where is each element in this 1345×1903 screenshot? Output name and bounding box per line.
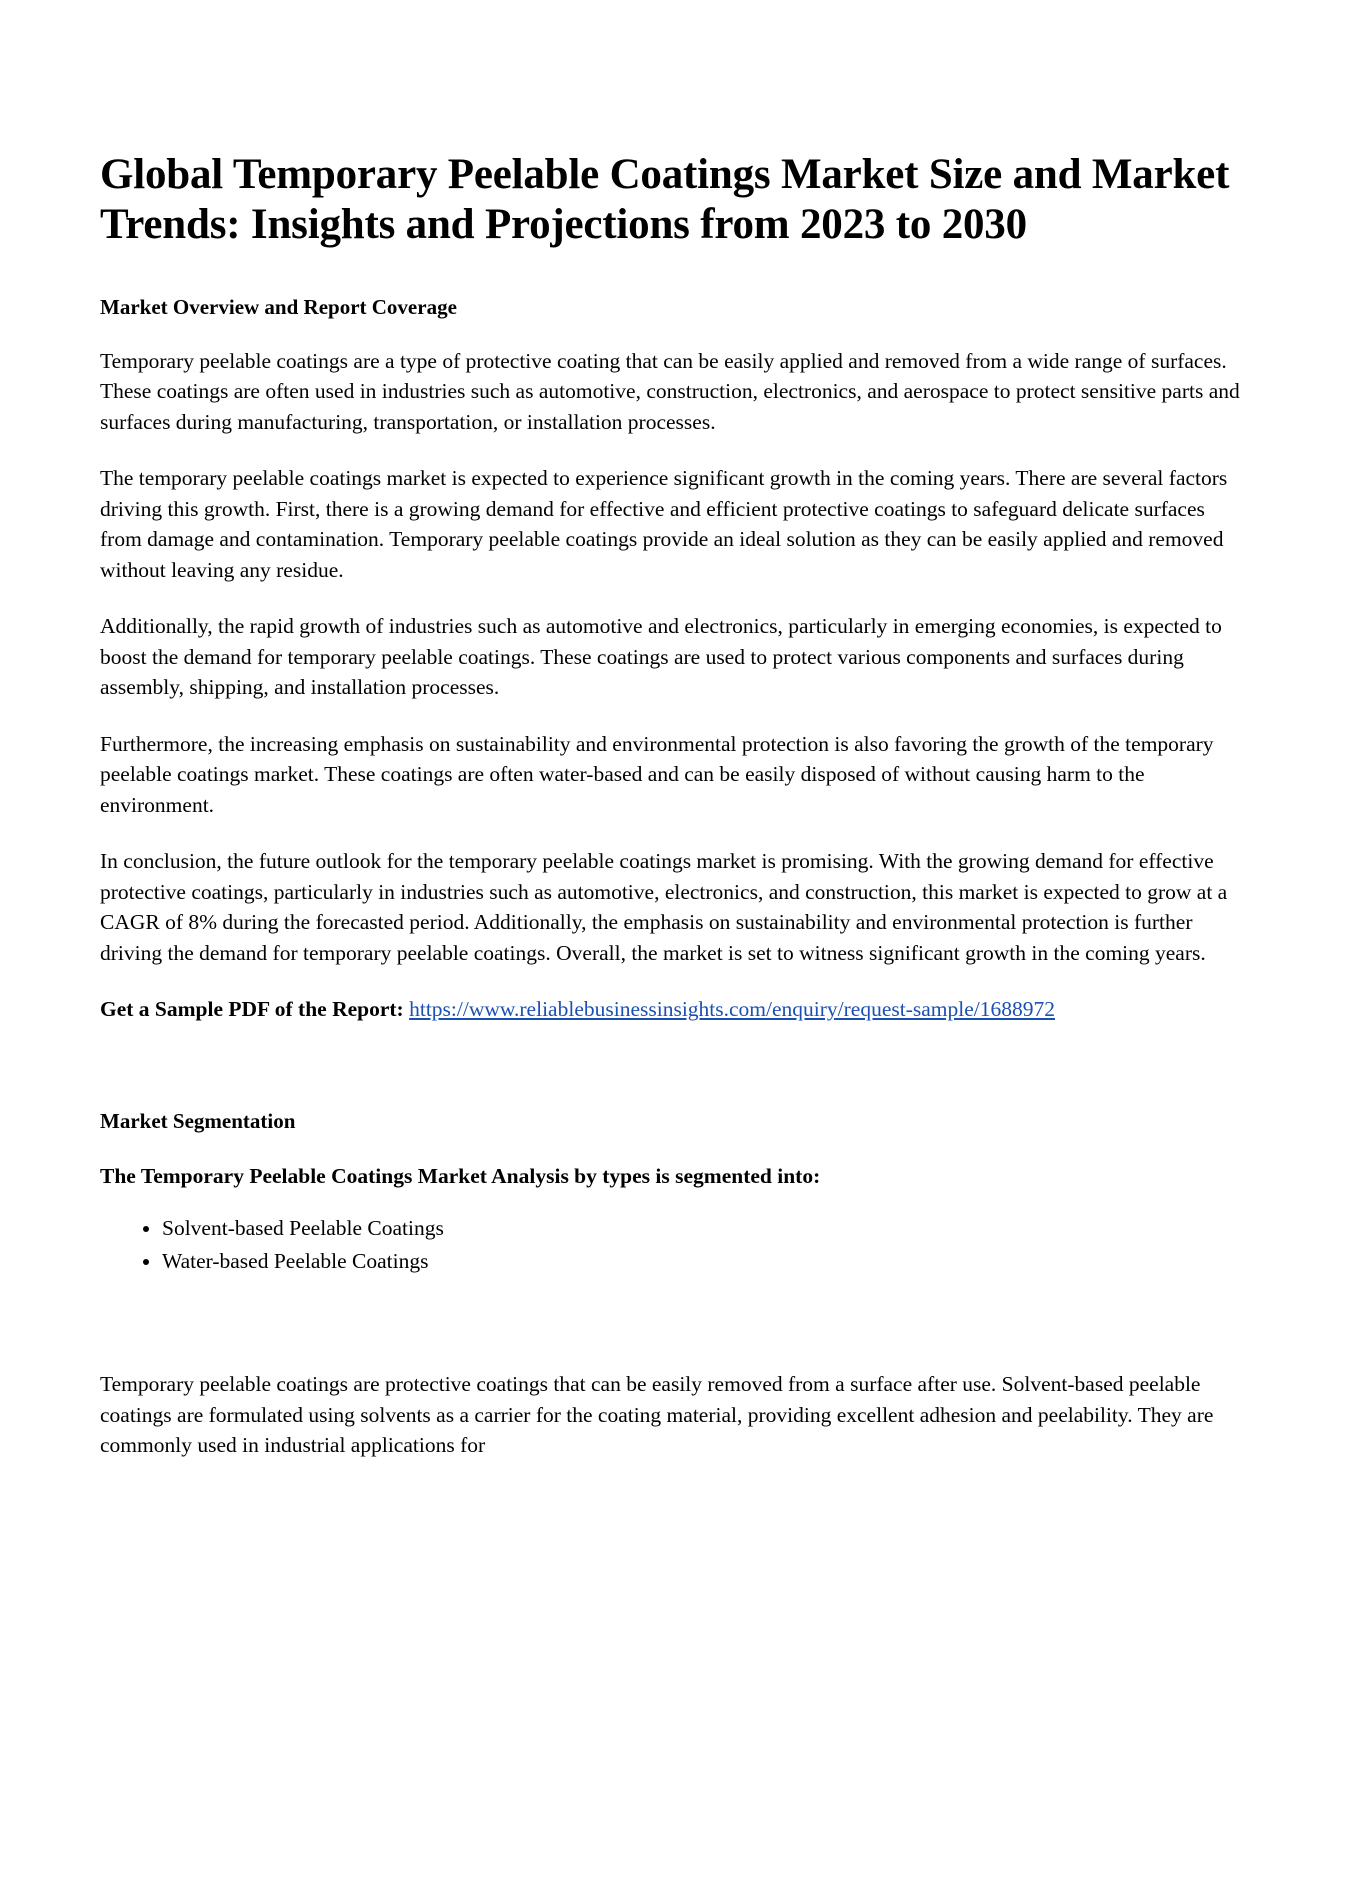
list-item: • Solvent-based Peelable Coatings (162, 1213, 1245, 1244)
sample-pdf-line (100, 994, 1245, 1025)
section-heading-market-overview: Market Overview and Report Coverage (100, 294, 457, 319)
list-item: • Water-based Peelable Coatings (162, 1246, 1245, 1277)
paragraph-overview-3: Additionally, the rapid growth of industries such as automotive and electronics, particularly in emerging economies, is expected to boost the demand for temporary peelable coatings. These coatings are used to protect various components and surfaces during assembly, shipping, and installation processes. (100, 614, 1222, 700)
paragraph-overview-5: In conclusion, the future outlook for the temporary peelable coatings market is promising. With the growing demand for effective protective coatings, particularly in industries such as automotive, electronics, and construction, this market is expected to grow at a CAGR of 8% during the forecasted period. Additionally, the emphasis on sustainability and environmental protection is further driving the demand for temporary peelable coatings. Overall, the market is set to witness significant growth in the coming years. (100, 849, 1228, 965)
segmentation-type-list (100, 1213, 1245, 1277)
paragraph-overview-2: The temporary peelable coatings market is expected to experience significant growth in the coming years. There are several factors driving this growth. First, there is a growing demand for effective and efficient protective coatings to safeguard delicate surfaces from damage and contamination. Temporary peelable coatings provide an ideal solution as they can be easily applied and removed without leaving any residue. (100, 466, 1228, 582)
spacer (100, 1051, 1245, 1109)
page-title: Global Temporary Peelable Coatings Market Size and Market Trends: Insights and Projections from 2023 to 2030 (100, 151, 1230, 249)
spacer-2 (100, 1303, 1245, 1369)
segmentation-subheading: The Temporary Peelable Coatings Market Analysis by types is segmented into: (100, 1163, 821, 1188)
sample-pdf-link[interactable]: https://www.reliablebusinessinsights.com/enquiry/request-sample/1688972 (409, 997, 1056, 1022)
paragraph-overview-4: Furthermore, the increasing emphasis on sustainability and environmental protection is also favoring the growth of the temporary peelable coatings market. These coatings are often water-based and can be easily disposed of without causing harm to the environment. (100, 731, 1214, 817)
sample-pdf-label: Get a Sample PDF of the Report: (100, 997, 404, 1022)
paragraph-closing: Temporary peelable coatings are protective coatings that can be easily removed from a surface after use. Solvent-based peelable coatings are formulated using solvents as a carrier for the coating material, providing excellent adhesion and peelability. They are commonly used in industrial applications for (100, 1372, 1214, 1458)
section-heading-market-segmentation: Market Segmentation (100, 1108, 296, 1133)
paragraph-overview-1: Temporary peelable coatings are a type of protective coating that can be easily applied and removed from a wide range of surfaces. These coatings are often used in industries such as automotive, construction, electronics, and aerospace to protect sensitive parts and surfaces during manufacturing, transportation, or installation processes. (100, 348, 1240, 434)
